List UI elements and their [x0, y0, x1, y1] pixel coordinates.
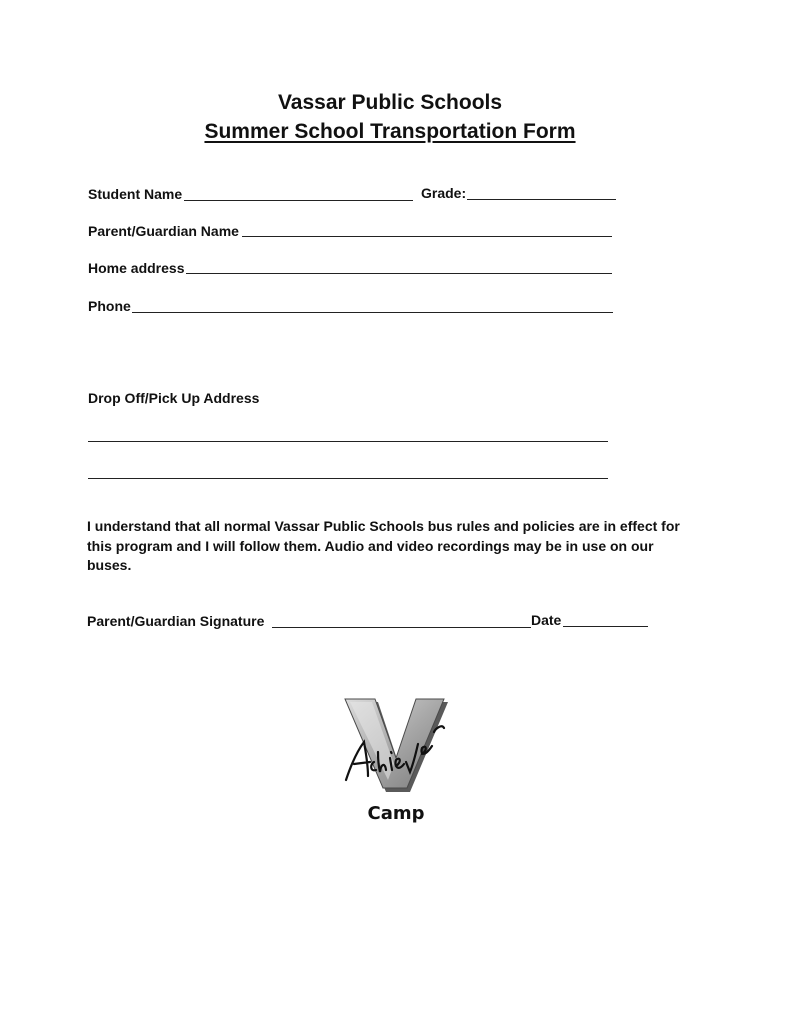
dropoff-address-line-2[interactable]	[88, 478, 608, 479]
student-name-line[interactable]	[184, 200, 413, 201]
date-label: Date	[531, 612, 562, 628]
v-logo-icon	[338, 692, 458, 802]
phone-line[interactable]	[132, 312, 613, 313]
form-title: Summer School Transportation Form	[204, 120, 576, 143]
home-address-line[interactable]	[186, 273, 612, 274]
dropoff-heading: Drop Off/Pick Up Address	[88, 390, 260, 406]
agreement-paragraph	[87, 517, 707, 576]
agreement-line-3: buses.	[87, 557, 132, 573]
logo-caption: Camp	[367, 803, 425, 824]
date-line[interactable]	[563, 626, 648, 627]
home-address-label: Home address	[88, 260, 185, 276]
student-name-label: Student Name	[88, 186, 183, 202]
grade-line[interactable]	[467, 199, 616, 200]
agreement-line-2: this program and I will follow them. Audio and video recordings may be in use on our	[87, 537, 654, 554]
phone-label: Phone	[88, 298, 131, 314]
parent-name-line[interactable]	[242, 236, 612, 237]
grade-label: Grade:	[421, 185, 467, 201]
signature-label: Parent/Guardian Signature	[87, 613, 265, 629]
dropoff-address-line-1[interactable]	[88, 441, 608, 442]
parent-name-label: Parent/Guardian Name	[88, 223, 239, 239]
agreement-line-1: I understand that all normal Vassar Public Schools bus rules and policies are in effect for	[87, 518, 680, 534]
district-title: Vassar Public Schools	[277, 91, 503, 114]
signature-line[interactable]	[272, 627, 531, 628]
